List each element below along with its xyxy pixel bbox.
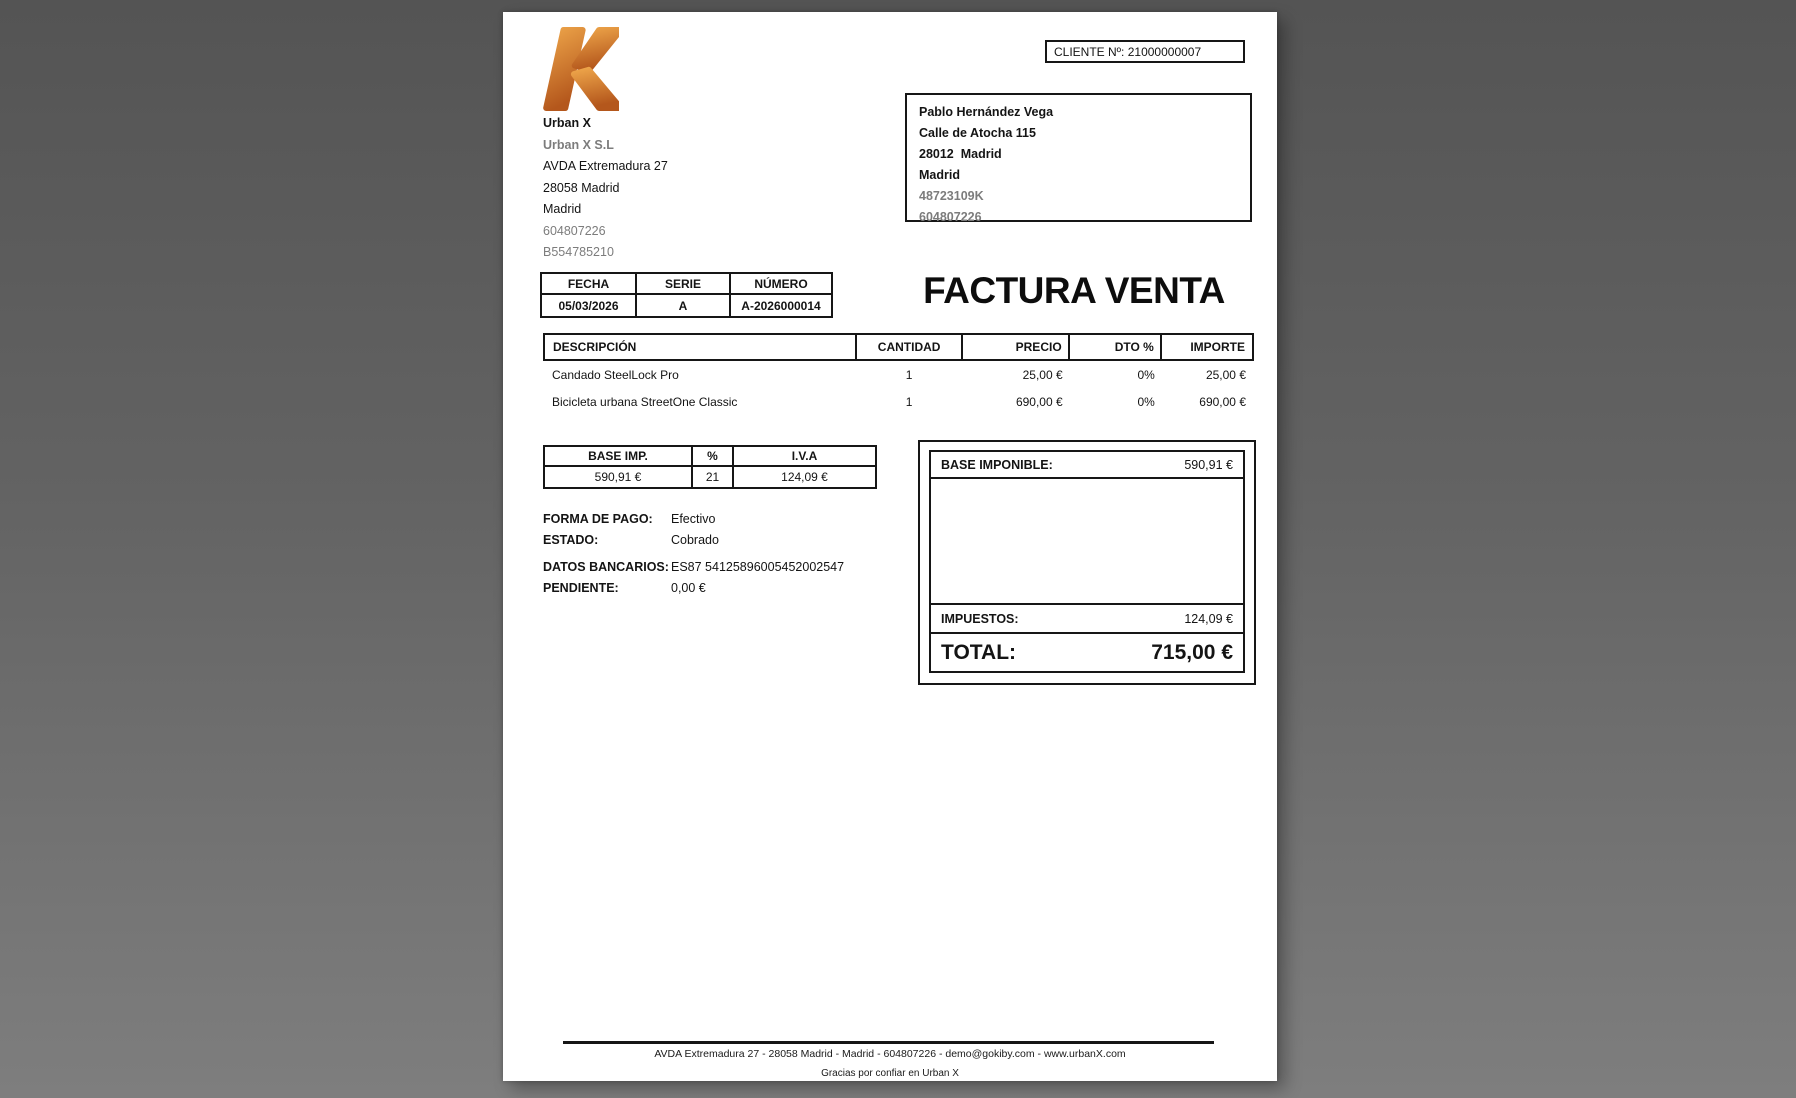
invoice-page [503, 12, 1277, 1081]
document-title: FACTURA VENTA [923, 270, 1225, 311]
customer-phone: 604807226 [919, 210, 982, 224]
payment-method-label: FORMA DE PAGO: [543, 511, 653, 526]
totals-total-row [929, 634, 1245, 673]
totals-base-value: 590,91 € [1184, 457, 1233, 472]
item-descripcion: Candado SteelLock Pro [552, 368, 679, 382]
pending-value: 0,00 € [671, 580, 706, 595]
footer-divider [563, 1041, 1214, 1044]
company-phone: 604807226 [543, 223, 606, 238]
bank-details-label: DATOS BANCARIOS: [543, 559, 669, 574]
payment-status-row [543, 529, 844, 550]
totals-spacer [929, 479, 1245, 605]
client-number-box [1045, 40, 1245, 63]
items-header-cantidad: CANTIDAD [856, 334, 962, 360]
tax-summary-table [543, 445, 877, 489]
meta-value-fecha: 05/03/2026 [540, 295, 637, 318]
totals-impuestos-label: IMPUESTOS: [941, 611, 1019, 626]
k-logo-icon [541, 24, 619, 114]
pending-row [543, 577, 844, 598]
tax-value-iva: 124,09 € [734, 467, 877, 489]
tax-header-base: BASE IMP. [543, 445, 693, 467]
item-dto: 0% [1137, 395, 1155, 409]
customer-province: Madrid [919, 168, 960, 182]
pending-label: PENDIENTE: [543, 580, 619, 595]
item-precio: 690,00 € [1015, 395, 1063, 409]
company-logo [541, 24, 619, 114]
totals-total-label: TOTAL: [941, 640, 1017, 664]
totals-total-value: 715,00 € [1151, 640, 1233, 664]
payment-method-row [543, 508, 844, 529]
tax-value-base: 590,91 € [543, 467, 693, 489]
item-precio: 25,00 € [1022, 368, 1063, 382]
items-header-precio: PRECIO [962, 334, 1068, 360]
invoice-meta-table [540, 272, 833, 318]
item-importe: 25,00 € [1205, 368, 1246, 382]
customer-address: Calle de Atocha 115 [919, 126, 1036, 140]
footer-contact-line: AVDA Extremadura 27 - 28058 Madrid - Madrid - 604807226 - demo@gokiby.com - www.urbanX.com [654, 1048, 1126, 1060]
meta-header-fecha: FECHA [540, 272, 637, 295]
items-header-dto: DTO % [1069, 334, 1161, 360]
customer-address-box [905, 93, 1252, 222]
tax-value-pct: 21 [693, 467, 734, 489]
client-number-label: CLIENTE Nº: 21000000007 [1054, 44, 1202, 59]
meta-value-serie: A [637, 295, 731, 318]
item-cantidad: 1 [905, 368, 913, 382]
table-row [544, 387, 1253, 414]
company-postal-city: 28058 Madrid [543, 180, 620, 195]
tax-header-iva: I.V.A [734, 445, 877, 467]
company-province: Madrid [543, 202, 582, 216]
payment-details-block [543, 508, 844, 598]
footer-thanks-line: Gracias por confiar en Urban X [821, 1068, 959, 1079]
totals-impuestos-row [929, 605, 1245, 634]
items-header-importe: IMPORTE [1161, 334, 1253, 360]
tax-header-pct: % [693, 445, 734, 467]
payment-status-value: Cobrado [671, 532, 719, 547]
company-tax-id: B554785210 [543, 245, 614, 259]
payment-method-value: Efectivo [671, 511, 716, 526]
bank-details-row [543, 556, 844, 577]
totals-box [918, 440, 1256, 685]
customer-postal-city: 28012 Madrid [919, 147, 1002, 161]
company-address: AVDA Extremadura 27 [543, 159, 668, 173]
totals-base-row [929, 450, 1245, 479]
item-descripcion: Bicicleta urbana StreetOne Classic [552, 395, 738, 409]
items-header-descripcion: DESCRIPCIÓN [544, 334, 856, 360]
bank-details-value: ES87 54125896005452002547 [671, 559, 845, 574]
totals-base-label: BASE IMPONIBLE: [941, 457, 1053, 472]
customer-tax-id: 48723109K [919, 189, 984, 203]
company-name: Urban X [543, 116, 591, 130]
item-importe: 690,00 € [1199, 395, 1246, 409]
items-header-row [544, 334, 1253, 360]
company-legal-name: Urban X S.L [543, 137, 614, 152]
meta-value-numero: A-2026000014 [731, 295, 833, 318]
line-items-table [543, 333, 1254, 414]
item-dto: 0% [1137, 368, 1155, 382]
customer-name: Pablo Hernández Vega [919, 105, 1054, 119]
company-info-block [543, 113, 668, 264]
item-cantidad: 1 [905, 395, 913, 409]
totals-impuestos-value: 124,09 € [1184, 611, 1233, 626]
meta-header-numero: NÚMERO [731, 272, 833, 295]
meta-header-serie: SERIE [637, 272, 731, 295]
table-row [544, 360, 1253, 387]
payment-status-label: ESTADO: [543, 532, 599, 547]
